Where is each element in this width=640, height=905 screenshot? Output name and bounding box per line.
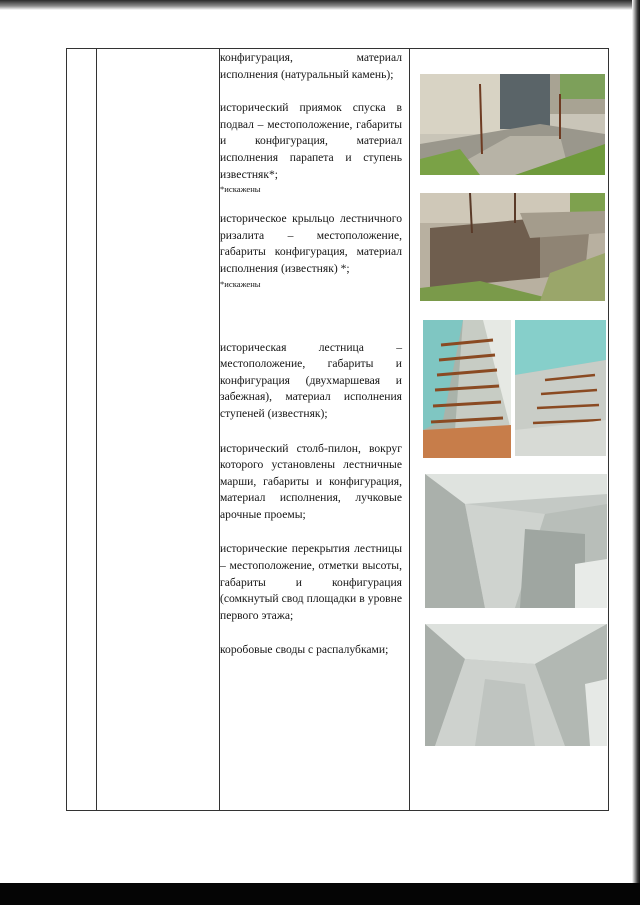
porch-photo	[420, 193, 605, 301]
item-box-vaults: коробовые своды с распалубками;	[220, 643, 389, 657]
description-column	[220, 50, 402, 659]
item-stone-material: конфигурация, материал исполнения (натуральный камень);	[220, 51, 402, 81]
scan-edge-top	[0, 0, 640, 10]
vault-photo	[425, 624, 607, 746]
item-basement-pit: исторический приямок спуска в подвал – местоположение, габариты и конфигурация, материал исполнения парапета и ступень известняк*;	[220, 101, 402, 181]
staircase-photo-right	[515, 320, 606, 456]
column-divider-1	[96, 49, 97, 810]
item-floor-slabs: исторические перекрытия лестницы – местоположение, отметки высоты, габариты и конфигурация (сомкнутый свод площадки в уровне первого этажа;	[220, 542, 402, 622]
item-porch-note: *искажены	[220, 278, 261, 289]
scan-edge-bottom	[0, 883, 640, 905]
item-pylon: исторический столб-пилон, вокруг которого установлены лестничные марши, габариты и конфигурация, материал исполнения, лучковые арочные проемы;	[220, 441, 402, 521]
pylon-photo	[425, 474, 607, 608]
column-divider-3	[409, 49, 410, 810]
staircase-photo-left	[423, 320, 511, 458]
basement-pit-photo	[420, 74, 605, 175]
item-staircase: историческая лестница – местоположение, габариты и конфигурация (двухмаршевая и забежная), материал исполнения ступеней (известняк);	[220, 340, 402, 420]
scan-edge-right	[632, 0, 640, 905]
item-basement-pit-note: *искажены	[220, 184, 261, 195]
item-porch: историческое крыльцо лестничного ризалита – местоположение, габариты конфигурация, материал исполнения (известняк) *;	[220, 212, 402, 275]
